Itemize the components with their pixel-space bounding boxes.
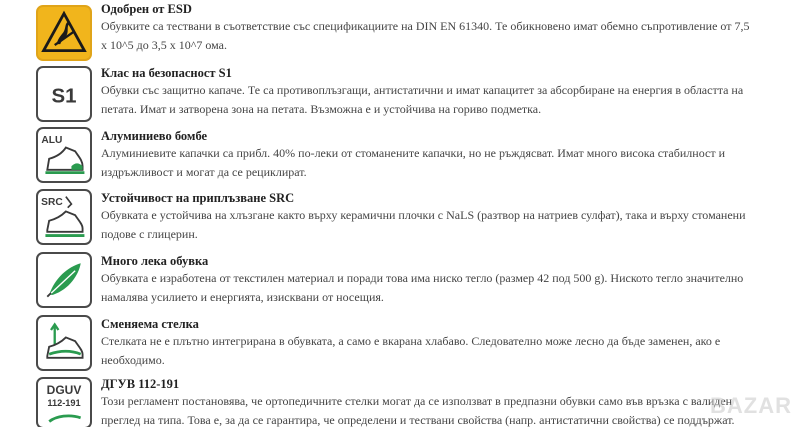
dguv-number-label: 112-191: [47, 397, 81, 408]
feature-text-alu: [101, 129, 751, 182]
s1-badge-label: S1: [51, 85, 77, 108]
feature-text-esd: [101, 2, 751, 55]
feature-description: Обувки със защитно капаче. Те са противоплъзгащи, антистатични и имат капацитет за абсорбиране на енергия в областта на петата. Имат и затворена зона на петата. Възможна е и устойчива на гориво подметка.: [101, 83, 744, 116]
site-watermark: BAZAR: [710, 393, 792, 418]
src-slip-resistance-icon: [36, 189, 92, 245]
feature-text-lightweight: [101, 254, 751, 307]
removable-insole-icon: [36, 315, 92, 371]
dguv-label: DGUV: [46, 382, 82, 397]
feature-title: Одобрен от ESD: [101, 2, 192, 16]
feature-description: Този регламент постановява, че ортопедичните стелки могат да се използват в предпазни обувки само във връзка с валиден преглед на типа. Това е, за да се гарантира, че определени и тествани свойства (напр. антистатични свойства) се поддържат.: [101, 394, 735, 427]
feature-description: Обувката е устойчива на хлъзгане както върху керамични плочки с NaLS (разтвор на натриев сулфат), така и върху стоманени подове с глицерин.: [101, 208, 746, 241]
feature-title: Сменяема стелка: [101, 317, 199, 331]
esd-warning-icon: [36, 5, 92, 61]
feature-description: Обувката е изработена от текстилен материал и поради това има ниско тегло (размер 42 под 500 g). Ниското тегло значително намалява усилието и енергията, изисквани от носещия.: [101, 271, 744, 304]
lightweight-feather-icon: [36, 252, 92, 308]
feature-description: Обувките са тествани в съответствие със спецификациите на DIN EN 61340. Те обикновено имат обемно съпротивление от 7,5 x 10^5 до 3,5 x 10^7 ома.: [101, 19, 750, 52]
feature-title: Алуминиево бомбе: [101, 129, 208, 143]
feature-title: Устойчивост на приплъзване SRC: [101, 191, 295, 205]
feature-text-insole: [101, 317, 751, 370]
feature-text-src: [101, 191, 751, 244]
feature-title: Много лека обувка: [101, 254, 209, 268]
feature-text-dguv: [101, 377, 751, 427]
feature-description: Алуминиевите капачки са прибл. 40% по-леки от стоманените капачки, но не ръждясват. Имат много висока стабилност и издръжливост и могат да се рециклират.: [101, 146, 725, 179]
aluminium-toecap-icon: [36, 127, 92, 183]
feature-description: Стелката не е плътно интегрирана в обувката, а само е вкарана хлабаво. Следователно може лесно да бъде заменен, ако е необходимо.: [101, 334, 721, 367]
dguv-112-191-icon: [36, 377, 92, 427]
feature-title: ДГУВ 112-191: [101, 377, 180, 391]
alu-label: ALU: [41, 134, 63, 146]
feature-text-s1: [101, 66, 751, 119]
feature-title: Клас на безопасност S1: [101, 66, 232, 80]
src-label: SRC: [41, 196, 63, 208]
s1-badge-icon: [36, 66, 92, 122]
